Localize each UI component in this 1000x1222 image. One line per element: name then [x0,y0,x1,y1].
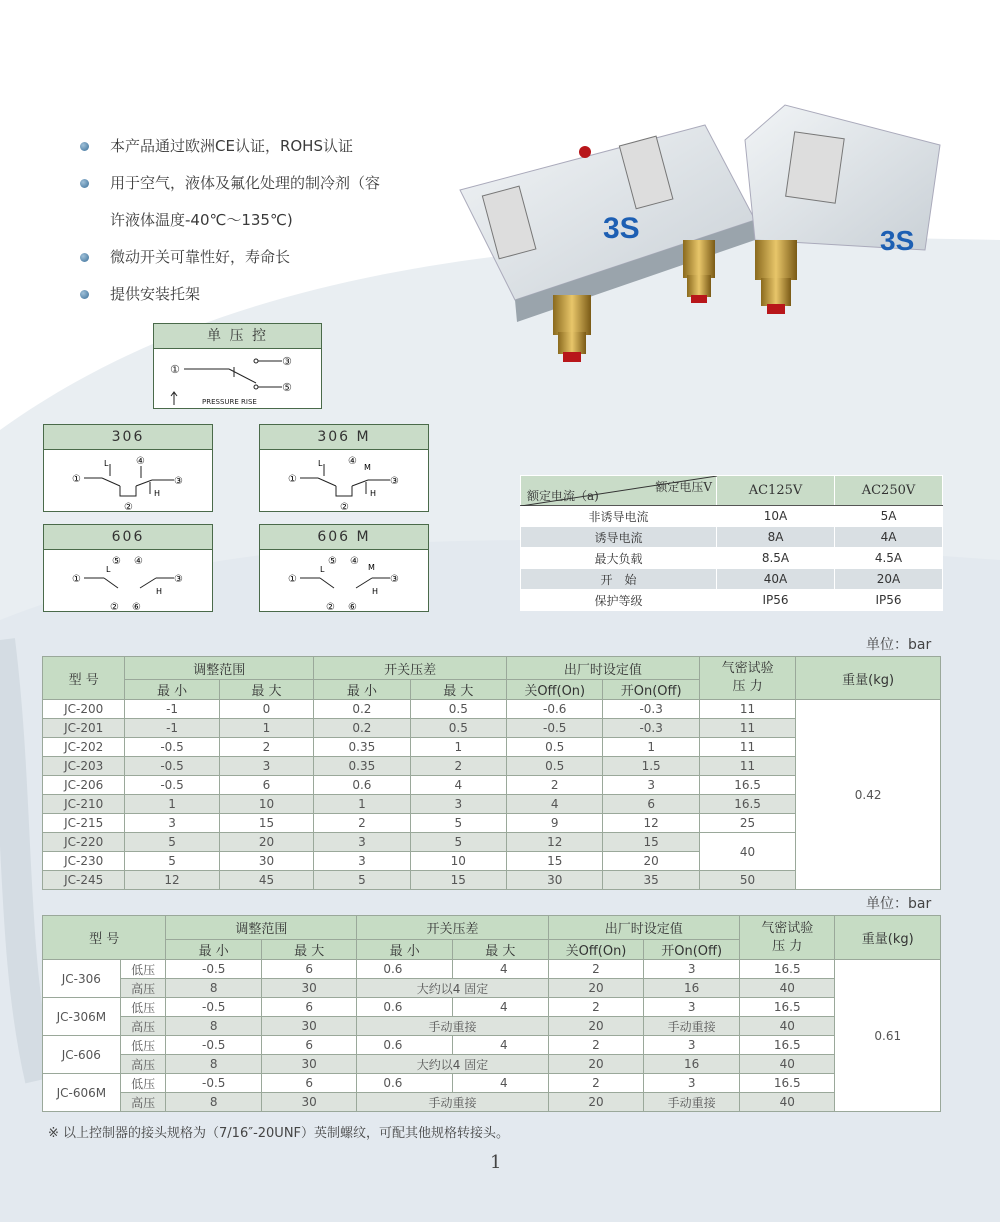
page-number: 1 [490,1152,502,1173]
model-cell: JC-210 [43,795,125,814]
table-cell: 30 [261,1055,356,1074]
terminal-label: ④ [350,556,359,567]
table-row [43,998,941,1017]
pressure-rise-label: PRESSURE RISE [202,398,257,406]
table-cell: 30 [261,1017,356,1036]
table-cell: 0.5 [410,700,506,719]
col-header-off: 关Off(On) [548,940,644,960]
table-cell: 16 [644,1055,740,1074]
table-cell: 手动重接 [357,1093,548,1112]
bullet-dot-icon [80,142,89,151]
model-spec-table-1 [42,656,941,890]
table-cell: 20 [603,852,699,871]
col-header-test-line2: 压 力 [732,679,763,694]
table-cell: 0.6 [357,998,453,1017]
col-header-min: 最 小 [125,680,219,700]
table-cell: 3 [219,757,313,776]
table-cell: 4 [453,960,549,979]
col-header-model: 型 号 [43,916,166,960]
table-cell: 0.5 [507,738,603,757]
table-cell: 1 [125,795,219,814]
terminal-label: ① [72,574,81,585]
terminal-label: ④ [136,456,145,467]
table-cell: 4 [410,776,506,795]
terminal-label: ④ [134,556,143,567]
terminal-label: ⑤ [282,381,292,394]
model-spec-table-2 [42,915,941,1112]
table-cell: 3 [314,852,410,871]
table-cell: 5 [410,814,506,833]
table-cell: 30 [261,979,356,998]
terminal-label: ③ [174,574,183,585]
table-cell: 20 [548,1017,644,1036]
col-header-test-line2: 压 力 [772,938,803,954]
switch-schematic [44,550,212,612]
rating-cell: 40A [717,569,835,590]
feature-text: 提供安装托架 [110,285,201,303]
col-header-on: 开On(Off) [644,940,740,960]
table-row [43,1036,941,1055]
table-cell: 0 [219,700,313,719]
table-row [43,1093,941,1112]
table-cell: 16.5 [699,776,795,795]
table-cell: 3 [314,833,410,852]
feature-item-continued [78,202,408,239]
feature-item [78,239,408,276]
table-cell: -0.3 [603,719,699,738]
table-cell: 6 [261,1074,356,1093]
mark-label: H [156,587,163,596]
terminal-label: ③ [282,355,292,368]
table-cell: -0.5 [166,960,261,979]
terminal-label: ① [288,574,297,585]
model-cell: JC-606M [43,1074,121,1112]
table-cell: -0.5 [166,1036,261,1055]
table-cell: 40 [739,1055,835,1074]
table-cell: -0.5 [166,1074,261,1093]
product-photo [455,100,955,365]
table-cell: 5 [314,871,410,890]
table-cell: 20 [219,833,313,852]
table-cell: 4 [453,998,549,1017]
terminal-label: ④ [348,456,357,467]
table-cell: 2 [314,814,410,833]
table-row [43,979,941,998]
table-cell: 11 [699,757,795,776]
table-cell: 3 [410,795,506,814]
table-cell: -0.5 [125,776,219,795]
terminal-label: ② [124,502,133,512]
col-header-test [739,916,835,960]
table-cell: 4 [507,795,603,814]
model-cell: JC-203 [43,757,125,776]
table-cell: 手动重接 [357,1017,548,1036]
table-cell: -0.6 [507,700,603,719]
col-header-max: 最 大 [219,680,313,700]
table-cell: 2 [548,1036,644,1055]
table-cell: 15 [410,871,506,890]
table-cell: 0.6 [314,776,410,795]
switch-schematic [44,450,212,512]
rating-cell: 10A [717,506,835,527]
table-cell: 4 [453,1074,549,1093]
diagram-title: 606 [44,525,212,550]
rating-col-header: AC250V [835,476,943,506]
terminal-label: ① [72,474,81,485]
table-cell: 11 [699,738,795,757]
model-cell: JC-230 [43,852,125,871]
mark-label: H [370,489,377,498]
mark-label: M [368,563,375,572]
col-header-factory: 出厂时设定值 [548,916,739,940]
col-header-min: 最 小 [314,680,410,700]
table-cell: 20 [548,979,644,998]
table-cell: 11 [699,700,795,719]
table-row [43,1074,941,1093]
table-cell: 手动重接 [644,1017,740,1036]
single-pressure-diagram [153,323,322,409]
table-cell: 1 [314,795,410,814]
feature-text: 本产品通过欧洲CE认证，ROHS认证 [110,137,353,155]
rating-row-label: 保护等级 [521,590,717,611]
table-cell: 3 [644,1036,740,1055]
col-header-model: 型 号 [43,657,125,700]
col-header-range: 调整范围 [125,657,314,680]
pressure-type-cell: 低压 [120,1074,166,1093]
feature-list [78,128,408,313]
table-cell: 0.6 [357,960,453,979]
table-cell: 50 [699,871,795,890]
model-cell: JC-306M [43,998,121,1036]
switch-schematic [260,550,428,612]
rating-cell: 4.5A [835,548,943,569]
rating-row-label: 非诱导电流 [521,506,717,527]
table-cell: 11 [699,719,795,738]
pressure-type-cell: 低压 [120,998,166,1017]
table-cell: 2 [548,998,644,1017]
rating-row-label: 开 始 [521,569,717,590]
col-header-diff: 开关压差 [314,657,507,680]
table-cell: 8 [166,1093,261,1112]
bullet-dot-icon [80,253,89,262]
table-cell: 3 [644,960,740,979]
mark-label: L [320,565,325,574]
rating-row-label: 最大负载 [521,548,717,569]
table-cell: 10 [410,852,506,871]
terminal-label: ② [110,602,119,612]
footnote: ※ 以上控制器的接头规格为（7/16″-20UNF）英制螺纹，可配其他规格转接头。 [48,1126,510,1141]
terminal-label: ⑥ [348,602,357,612]
rating-row-label: 诱导电流 [521,527,717,548]
mark-label: H [372,587,379,596]
table-cell: 6 [603,795,699,814]
table-row [43,1017,941,1036]
table-cell: 16 [644,979,740,998]
table-cell: 0.5 [507,757,603,776]
diagram-title: 306 [44,425,212,450]
bullet-dot-icon [80,179,89,188]
mark-label: H [154,489,161,498]
table-cell: 2 [219,738,313,757]
table-cell: 1.5 [603,757,699,776]
pressure-type-cell: 高压 [120,1017,166,1036]
table-cell: 2 [410,757,506,776]
model-cell: JC-606 [43,1036,121,1074]
model-cell: JC-306 [43,960,121,998]
rating-col-header: AC125V [717,476,835,506]
rating-cell: 8A [717,527,835,548]
col-header-factory: 出厂时设定值 [507,657,700,680]
mark-label: L [318,459,323,468]
model-cell: JC-202 [43,738,125,757]
table-cell: -1 [125,700,219,719]
bullet-dot-icon [80,290,89,299]
table-cell: -0.5 [125,757,219,776]
terminal-label: ⑤ [112,556,121,567]
col-header-max: 最 大 [261,940,356,960]
terminal-label: ① [170,363,180,376]
table-cell: 16.5 [699,795,795,814]
table-cell: 5 [410,833,506,852]
rating-cell: 8.5A [717,548,835,569]
table-cell: 0.2 [314,700,410,719]
table-cell: 8 [166,979,261,998]
weight-cell: 0.42 [796,700,941,890]
table-cell: 8 [166,1017,261,1036]
table-cell: 0.6 [357,1074,453,1093]
table-cell: 3 [603,776,699,795]
feature-text: 用于空气，液体及氟化处理的制冷剂（容 [110,174,381,192]
table-cell: 3 [644,998,740,1017]
table-cell: 12 [603,814,699,833]
unit-label: 单位：bar [866,637,932,653]
table-cell: 0.5 [410,719,506,738]
table-cell: 30 [219,852,313,871]
diagram-606 [43,524,213,612]
terminal-label: ⑤ [328,556,337,567]
terminal-label: ③ [390,574,399,585]
col-header-max: 最 大 [410,680,506,700]
brand-logo-right: 3S [880,225,915,256]
table-cell: 40 [739,979,835,998]
table-row [43,1055,941,1074]
table-cell: 12 [507,833,603,852]
col-header-test-line1: 气密试验 [761,920,814,936]
model-cell: JC-206 [43,776,125,795]
diagram-title: 606 M [260,525,428,550]
table-cell: 15 [507,852,603,871]
col-header-test [699,657,795,700]
rating-table [520,475,943,611]
pressure-type-cell: 低压 [120,960,166,979]
table-cell: 20 [548,1093,644,1112]
col-header-weight: 重量(kg) [835,916,941,960]
model-cell: JC-215 [43,814,125,833]
table-cell: 手动重接 [644,1093,740,1112]
diagram-606m [259,524,429,612]
table-cell: 0.2 [314,719,410,738]
table-cell: 大约以4 固定 [357,1055,548,1074]
table-cell: -0.5 [125,738,219,757]
table-cell: 16.5 [739,1074,835,1093]
diagram-306 [43,424,213,512]
table-cell: 30 [507,871,603,890]
table-cell: 2 [507,776,603,795]
model-cell: JC-201 [43,719,125,738]
table-cell: 45 [219,871,313,890]
terminal-label: ③ [390,476,399,487]
diagram-title: 单 压 控 [154,324,321,349]
rating-cell: IP56 [835,590,943,611]
rating-cell: IP56 [717,590,835,611]
table-cell: 4 [453,1036,549,1055]
weight-cell: 0.61 [835,960,941,1112]
table-cell: 20 [548,1055,644,1074]
table-cell: 1 [603,738,699,757]
rating-header-voltage: 额定电压V [655,480,712,494]
table-cell: 35 [603,871,699,890]
table-cell: 大约以4 固定 [357,979,548,998]
table-cell: 40 [699,833,795,871]
table-cell: 8 [166,1055,261,1074]
table-cell: 6 [261,1036,356,1055]
table-cell: 3 [644,1074,740,1093]
switch-schematic [260,450,428,512]
terminal-label: ② [326,602,335,612]
col-header-min: 最 小 [357,940,453,960]
col-header-range: 调整范围 [166,916,357,940]
brand-logo-left: 3S [603,212,640,245]
diagram-306m [259,424,429,512]
table-cell: 9 [507,814,603,833]
table-cell: -0.3 [603,700,699,719]
table-cell: 40 [739,1093,835,1112]
table-cell: 15 [219,814,313,833]
rating-cell: 4A [835,527,943,548]
table-row [43,700,941,719]
rating-header-current: 额定电流（a) [527,489,599,503]
switch-schematic [154,349,321,409]
model-cell: JC-245 [43,871,125,890]
terminal-label: ① [288,474,297,485]
feature-item [78,165,408,202]
table-cell: 16.5 [739,960,835,979]
col-header-min: 最 小 [166,940,261,960]
model-cell: JC-200 [43,700,125,719]
table-cell: -0.5 [507,719,603,738]
table-cell: 40 [739,1017,835,1036]
mark-label: L [106,565,111,574]
table-cell: 5 [125,852,219,871]
table-cell: 3 [125,814,219,833]
col-header-weight: 重量(kg) [796,657,941,700]
pressure-type-cell: 高压 [120,979,166,998]
terminal-label: ⑥ [132,602,141,612]
table-cell: 1 [410,738,506,757]
feature-item [78,128,408,165]
col-header-max: 最 大 [453,940,549,960]
table-cell: 5 [125,833,219,852]
table-cell: 0.35 [314,757,410,776]
terminal-label: ② [340,502,349,512]
table-cell: 0.35 [314,738,410,757]
table-cell: 30 [261,1093,356,1112]
table-cell: 6 [219,776,313,795]
col-header-on: 开On(Off) [603,680,699,700]
diagram-title: 306 M [260,425,428,450]
table-cell: 2 [548,960,644,979]
feature-text: 许液体温度-40℃～135℃) [110,211,293,229]
pressure-type-cell: 低压 [120,1036,166,1055]
model-cell: JC-220 [43,833,125,852]
table-cell: 16.5 [739,998,835,1017]
feature-item [78,276,408,313]
table-cell: 2 [548,1074,644,1093]
table-cell: 6 [261,998,356,1017]
table-cell: 12 [125,871,219,890]
table-cell: 25 [699,814,795,833]
table-cell: -0.5 [166,998,261,1017]
mark-label: L [104,459,109,468]
table-cell: 1 [219,719,313,738]
table-row [43,960,941,979]
rating-cell: 20A [835,569,943,590]
table-cell: 10 [219,795,313,814]
table-cell: -1 [125,719,219,738]
terminal-label: ③ [174,476,183,487]
col-header-diff: 开关压差 [357,916,548,940]
pressure-type-cell: 高压 [120,1093,166,1112]
mark-label: M [364,463,371,472]
table-cell: 16.5 [739,1036,835,1055]
rating-corner-header [521,476,717,506]
col-header-test-line1: 气密试验 [721,661,774,676]
table-cell: 15 [603,833,699,852]
feature-text: 微动开关可靠性好，寿命长 [110,248,291,266]
unit-label: 单位：bar [866,896,932,912]
table-cell: 6 [261,960,356,979]
pressure-type-cell: 高压 [120,1055,166,1074]
table-cell: 0.6 [357,1036,453,1055]
rating-cell: 5A [835,506,943,527]
col-header-off: 关Off(On) [507,680,603,700]
